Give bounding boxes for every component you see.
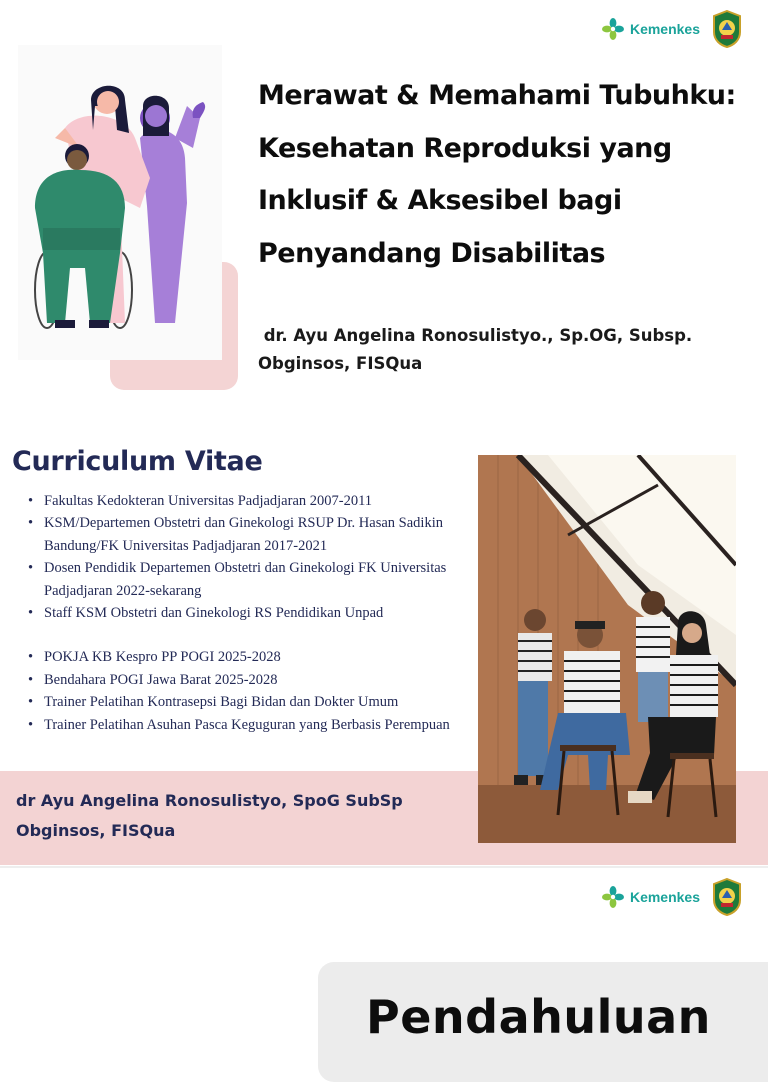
author-name-band bbox=[16, 786, 403, 846]
title-line: Kesehatan Reproduksi yang bbox=[258, 132, 672, 164]
cv-item: • Trainer Pelatihan Asuhan Pasca Keguguran yang Berbasis Perempuan bbox=[28, 714, 468, 736]
bullet-icon: • bbox=[28, 671, 34, 688]
slide-introduction bbox=[0, 868, 768, 1044]
cv-item: • Staff KSM Obstetri dan Ginekologi RS Pendidikan Unpad bbox=[28, 602, 468, 624]
author-line: dr Ayu Angelina Ronosulistyo, SpoG SubSp bbox=[16, 791, 403, 810]
author-name-top bbox=[258, 322, 718, 378]
family-photo bbox=[478, 455, 736, 843]
section-heading: Pendahuluan bbox=[366, 990, 711, 1044]
kemenkes-leaf-icon bbox=[601, 17, 625, 41]
title-line: Merawat & Memahami Tubuhku: bbox=[258, 80, 736, 111]
cv-spacer bbox=[28, 624, 468, 646]
cv-item: • Dosen Pendidik Departemen Obstetri dan Ginekologi FK Universitas Padjadjaran 2022-sekarang bbox=[28, 557, 468, 602]
cv-item: • KSM/Departemen Obstetri dan Ginekologi RSUP Dr. Hasan Sadikin Bandung/FK Universitas Padjadjaran 2017-2021 bbox=[28, 512, 468, 557]
cv-item: • Trainer Pelatihan Kontrasepsi Bagi Bidan dan Dokter Umum bbox=[28, 691, 468, 713]
bullet-icon: • bbox=[28, 493, 34, 509]
title-line: Penyandang Disabilitas bbox=[258, 237, 606, 269]
cv-heading: Curriculum Vitae bbox=[12, 446, 263, 477]
cv-item: • Bendahara POGI Jawa Barat 2025-2028 bbox=[28, 669, 468, 691]
cv-list bbox=[28, 490, 468, 736]
bullet-icon: • bbox=[28, 560, 34, 577]
bullet-icon: • bbox=[28, 716, 34, 733]
bullet-icon: • bbox=[28, 605, 34, 622]
kemenkes-logo bbox=[601, 17, 700, 41]
logo-bar bbox=[601, 878, 742, 916]
kemenkes-label: Kemenkes bbox=[629, 21, 700, 37]
institution-seal-icon bbox=[712, 878, 742, 916]
bullet-icon: • bbox=[28, 649, 34, 666]
kemenkes-label: Kemenkes bbox=[629, 889, 700, 905]
kemenkes-logo bbox=[601, 885, 700, 909]
kemenkes-leaf-icon bbox=[601, 885, 625, 909]
bullet-icon: • bbox=[28, 694, 34, 711]
institution-seal-icon bbox=[712, 10, 742, 48]
people-illustration bbox=[25, 78, 225, 333]
author-line: Obginsos, FISQua bbox=[16, 821, 176, 840]
logo-bar bbox=[601, 10, 742, 48]
cv-item: • Fakultas Kedokteran Universitas Padjadjaran 2007-2011 bbox=[28, 490, 468, 512]
cv-item: • POKJA KB Kespro PP POGI 2025-2028 bbox=[28, 646, 468, 668]
presentation-title bbox=[258, 70, 758, 280]
bullet-icon: • bbox=[28, 515, 34, 532]
title-line: Inklusif & Aksesibel bagi bbox=[258, 185, 622, 216]
author-line: dr. Ayu Angelina Ronosulistyo., Sp.OG, Subsp. bbox=[258, 326, 693, 345]
author-line: Obginsos, FISQua bbox=[258, 354, 423, 373]
